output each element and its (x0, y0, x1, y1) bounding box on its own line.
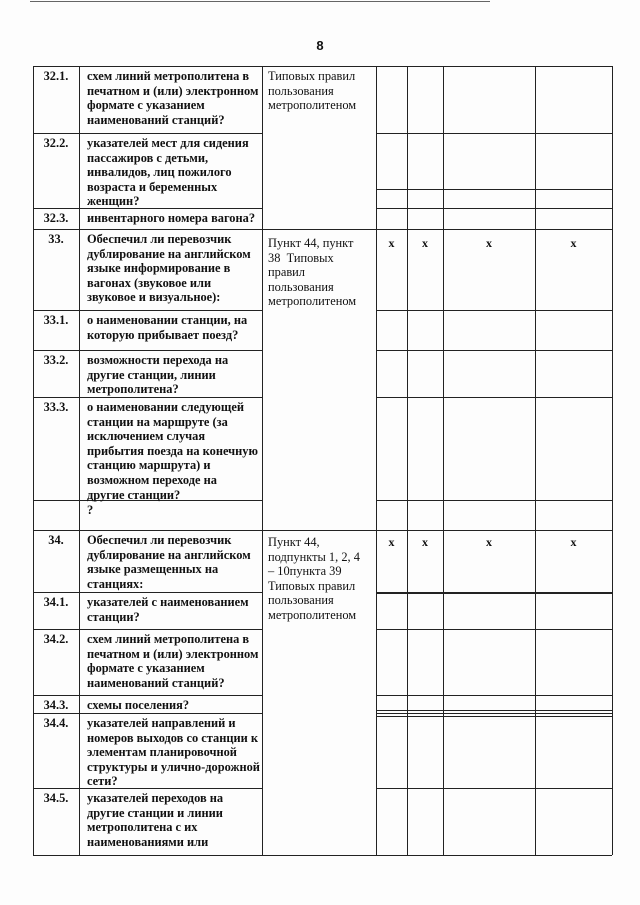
reference-text: Типовых правил пользования метрополитеном (268, 69, 357, 113)
question-text: указателей с наименованием станции? (87, 595, 249, 624)
x-mark: x (388, 236, 395, 250)
reference-text: Пункт 44, подпункты 1, 2, 4 – 10пункта 39 Типовых правил пользования метрополитеном (268, 535, 360, 622)
row-number: 32.1. (43, 69, 69, 83)
question-text: схем линий метрополитена в печатном и (или) электронном формате с указанием наименований станций? (87, 632, 259, 690)
x-mark: x (388, 535, 395, 549)
x-mark: x (422, 535, 428, 549)
question-text: указателей мест для сидения пассажиров с детьми, инвалидов, лиц пожилого возраста и беременных женщин? (87, 136, 249, 209)
row-number: 32.2. (43, 136, 69, 150)
question-text: о наименовании станции, на которую прибывает поезд? (87, 313, 248, 342)
row-number: 33.1. (43, 313, 69, 327)
row-number: 34. (48, 533, 64, 547)
row-number: 34.5. (43, 791, 69, 805)
question-text: о наименовании следующей станции на маршруте (за исключением случая прибытия поезда на конечную станцию маршрута) и возможном переходе на другие станции? (87, 400, 258, 502)
question-text: инвентарного номера вагона? (87, 211, 256, 225)
row-number: 34.3. (43, 698, 69, 712)
x-mark: x (570, 236, 577, 250)
question-text: Обеспечил ли перевозчик дублирование на английском языке размещенных на станциях: (87, 533, 251, 591)
x-mark: x (486, 535, 492, 549)
question-text: Обеспечил ли перевозчик дублирование на английском языке информирование в вагонах (звуковое или звуковое и визуальное): (87, 232, 251, 305)
question-text: указателей переходов на другие станции и линии метрополитена с их наименованиями или (87, 791, 224, 849)
row-number: 34.1. (43, 595, 69, 609)
question-text: схем линий метрополитена в печатном и (или) электронном формате с указанием наименований станций? (87, 69, 259, 127)
x-mark: x (422, 236, 428, 250)
row-number: 34.2. (43, 632, 69, 646)
row-number: 34.4. (43, 716, 69, 730)
question-text: схемы поселения? (87, 698, 190, 712)
row-number: 33.3. (43, 400, 69, 414)
page-number: 8 (316, 38, 324, 53)
x-mark: x (570, 535, 577, 549)
question-text: возможности перехода на другие станции, линии метрополитена? (87, 353, 229, 397)
reference-text: Пункт 44, пункт 38 Типовых правил пользования метрополитеном (268, 236, 357, 309)
row-number: 33.2. (43, 353, 69, 367)
row-number: 32.3. (43, 211, 69, 225)
question-text: указателей направлений и номеров выходов со станции к элементам планировочной структуры и улично-дорожной сети? (87, 716, 260, 789)
x-mark: x (486, 236, 492, 250)
question-text: ? (87, 503, 94, 517)
row-number: 33. (48, 232, 64, 246)
